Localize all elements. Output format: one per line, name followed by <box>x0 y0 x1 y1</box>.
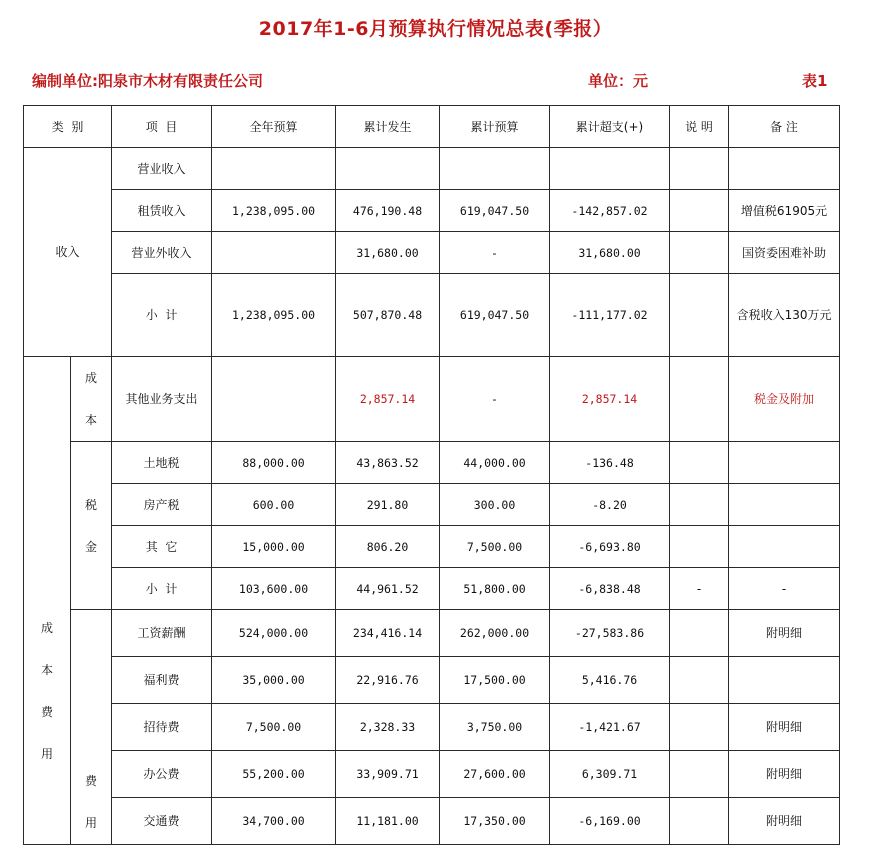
cell-budget: - <box>440 357 550 442</box>
cell-actual: 22,916.76 <box>336 657 440 704</box>
cell-note <box>670 190 729 232</box>
cell-annual <box>212 232 336 274</box>
cell-annual: 88,000.00 <box>212 442 336 484</box>
row-item: 营业收入 <box>112 148 212 190</box>
row-item: 房产税 <box>112 484 212 526</box>
cell-remark <box>729 442 840 484</box>
group-cost-expense <box>24 357 71 845</box>
cell-annual: 103,600.00 <box>212 568 336 610</box>
row-item: 交通费 <box>112 798 212 845</box>
cell-remark <box>729 657 840 704</box>
cell-annual: 34,700.00 <box>212 798 336 845</box>
row-item: 招待费 <box>112 704 212 751</box>
cell-annual: 600.00 <box>212 484 336 526</box>
page-title: 2017年1-6月预算执行情况总表(季报） <box>258 18 613 40</box>
table-row <box>24 190 840 232</box>
cell-note <box>670 232 729 274</box>
cell-budget: 7,500.00 <box>440 526 550 568</box>
table-row <box>24 148 840 190</box>
cell-budget: 619,047.50 <box>440 190 550 232</box>
row-item: 办公费 <box>112 751 212 798</box>
cell-remark: - <box>729 568 840 610</box>
cell-over: -27,583.86 <box>550 610 670 657</box>
cell-annual: 1,238,095.00 <box>212 190 336 232</box>
cell-annual: 1,238,095.00 <box>212 274 336 357</box>
group-expense-label: 费用 <box>84 774 97 830</box>
group-cost-expense-label: 成本费用 <box>40 621 53 761</box>
cell-actual: 44,961.52 <box>336 568 440 610</box>
header-remark: 备 注 <box>729 106 840 148</box>
row-item: 工资薪酬 <box>112 610 212 657</box>
group-income: 收入 <box>24 148 112 357</box>
table-row <box>24 751 840 798</box>
cell-annual <box>212 148 336 190</box>
cell-over: -8.20 <box>550 484 670 526</box>
group-tax <box>71 442 112 610</box>
cell-remark <box>729 274 840 357</box>
row-item: 租赁收入 <box>112 190 212 232</box>
cell-remark <box>729 484 840 526</box>
cell-annual: 524,000.00 <box>212 610 336 657</box>
cell-budget: 3,750.00 <box>440 704 550 751</box>
header-cumulative-budget: 累计预算 <box>440 106 550 148</box>
cell-note <box>670 148 729 190</box>
table-row <box>24 704 840 751</box>
table-row <box>24 526 840 568</box>
cell-over: -111,177.02 <box>550 274 670 357</box>
cell-note <box>670 484 729 526</box>
cell-budget: 262,000.00 <box>440 610 550 657</box>
cell-over: 5,416.76 <box>550 657 670 704</box>
cell-over: -6,693.80 <box>550 526 670 568</box>
row-item: 小 计 <box>112 568 212 610</box>
cell-actual <box>336 148 440 190</box>
cell-remark: 附明细 <box>729 798 840 845</box>
cell-over: -6,169.00 <box>550 798 670 845</box>
table-row <box>24 442 840 484</box>
cell-annual: 35,000.00 <box>212 657 336 704</box>
group-expense <box>71 610 112 845</box>
row-item: 福利费 <box>112 657 212 704</box>
table-row <box>24 568 840 610</box>
cell-note <box>670 798 729 845</box>
cell-actual: 33,909.71 <box>336 751 440 798</box>
group-cost <box>71 357 112 442</box>
cell-over: 31,680.00 <box>550 232 670 274</box>
group-tax-label: 税金 <box>84 497 97 554</box>
cell-note <box>670 704 729 751</box>
cell-annual: 55,200.00 <box>212 751 336 798</box>
table-row <box>24 274 840 357</box>
cell-budget: 619,047.50 <box>440 274 550 357</box>
cell-note <box>670 442 729 484</box>
cell-note <box>670 657 729 704</box>
header-annual-budget: 全年预算 <box>212 106 336 148</box>
row-item: 土地税 <box>112 442 212 484</box>
cell-budget: 51,800.00 <box>440 568 550 610</box>
row-item: 其他业务支出 <box>112 357 212 442</box>
remark-text: 含税收入130万元 <box>736 308 832 322</box>
org-label: 编制单位:阳泉市木材有限责任公司 <box>32 72 264 90</box>
header-cumulative-over: 累计超支(+) <box>550 106 670 148</box>
group-cost-label: 成本 <box>84 371 97 427</box>
cell-note <box>670 610 729 657</box>
header-category: 类 别 <box>24 106 112 148</box>
cell-note <box>670 357 729 442</box>
cell-actual: 2,328.33 <box>336 704 440 751</box>
cell-remark: 增值税61905元 <box>729 190 840 232</box>
cell-note: - <box>670 568 729 610</box>
header-item: 项 目 <box>112 106 212 148</box>
cell-over: -142,857.02 <box>550 190 670 232</box>
cell-remark: 附明细 <box>729 610 840 657</box>
cell-annual: 15,000.00 <box>212 526 336 568</box>
cell-actual: 291.80 <box>336 484 440 526</box>
cell-actual: 806.20 <box>336 526 440 568</box>
cell-note <box>670 751 729 798</box>
cell-actual: 11,181.00 <box>336 798 440 845</box>
cell-actual: 43,863.52 <box>336 442 440 484</box>
row-item: 小 计 <box>112 274 212 357</box>
header-explanation: 说 明 <box>670 106 729 148</box>
table-row <box>24 610 840 657</box>
cell-remark: 附明细 <box>729 751 840 798</box>
cell-budget: 17,500.00 <box>440 657 550 704</box>
cell-remark <box>729 526 840 568</box>
table-row <box>24 357 840 442</box>
cell-actual: 507,870.48 <box>336 274 440 357</box>
cell-note <box>670 526 729 568</box>
budget-table <box>23 105 840 845</box>
cell-remark: 附明细 <box>729 704 840 751</box>
cell-budget: 44,000.00 <box>440 442 550 484</box>
table-number: 表1 <box>802 72 828 90</box>
cell-remark: 国资委困难补助 <box>729 232 840 274</box>
cell-annual <box>212 357 336 442</box>
header-row <box>24 106 840 148</box>
unit-label: 单位：元 <box>588 72 649 90</box>
cell-budget <box>440 148 550 190</box>
cell-remark: 税金及附加 <box>729 357 840 442</box>
cell-budget: 27,600.00 <box>440 751 550 798</box>
cell-actual: 2,857.14 <box>336 357 440 442</box>
cell-over: -1,421.67 <box>550 704 670 751</box>
table-row <box>24 798 840 845</box>
cell-over <box>550 148 670 190</box>
cell-actual: 476,190.48 <box>336 190 440 232</box>
cell-actual: 31,680.00 <box>336 232 440 274</box>
cell-over: -136.48 <box>550 442 670 484</box>
cell-remark <box>729 148 840 190</box>
cell-over: 2,857.14 <box>550 357 670 442</box>
table-row <box>24 484 840 526</box>
cell-budget: 17,350.00 <box>440 798 550 845</box>
row-item: 其 它 <box>112 526 212 568</box>
cell-note <box>670 274 729 357</box>
header-cumulative-actual: 累计发生 <box>336 106 440 148</box>
row-item: 营业外收入 <box>112 232 212 274</box>
cell-actual: 234,416.14 <box>336 610 440 657</box>
cell-budget: - <box>440 232 550 274</box>
cell-annual: 7,500.00 <box>212 704 336 751</box>
table-row <box>24 657 840 704</box>
table-row <box>24 232 840 274</box>
cell-over: 6,309.71 <box>550 751 670 798</box>
cell-over: -6,838.48 <box>550 568 670 610</box>
cell-budget: 300.00 <box>440 484 550 526</box>
